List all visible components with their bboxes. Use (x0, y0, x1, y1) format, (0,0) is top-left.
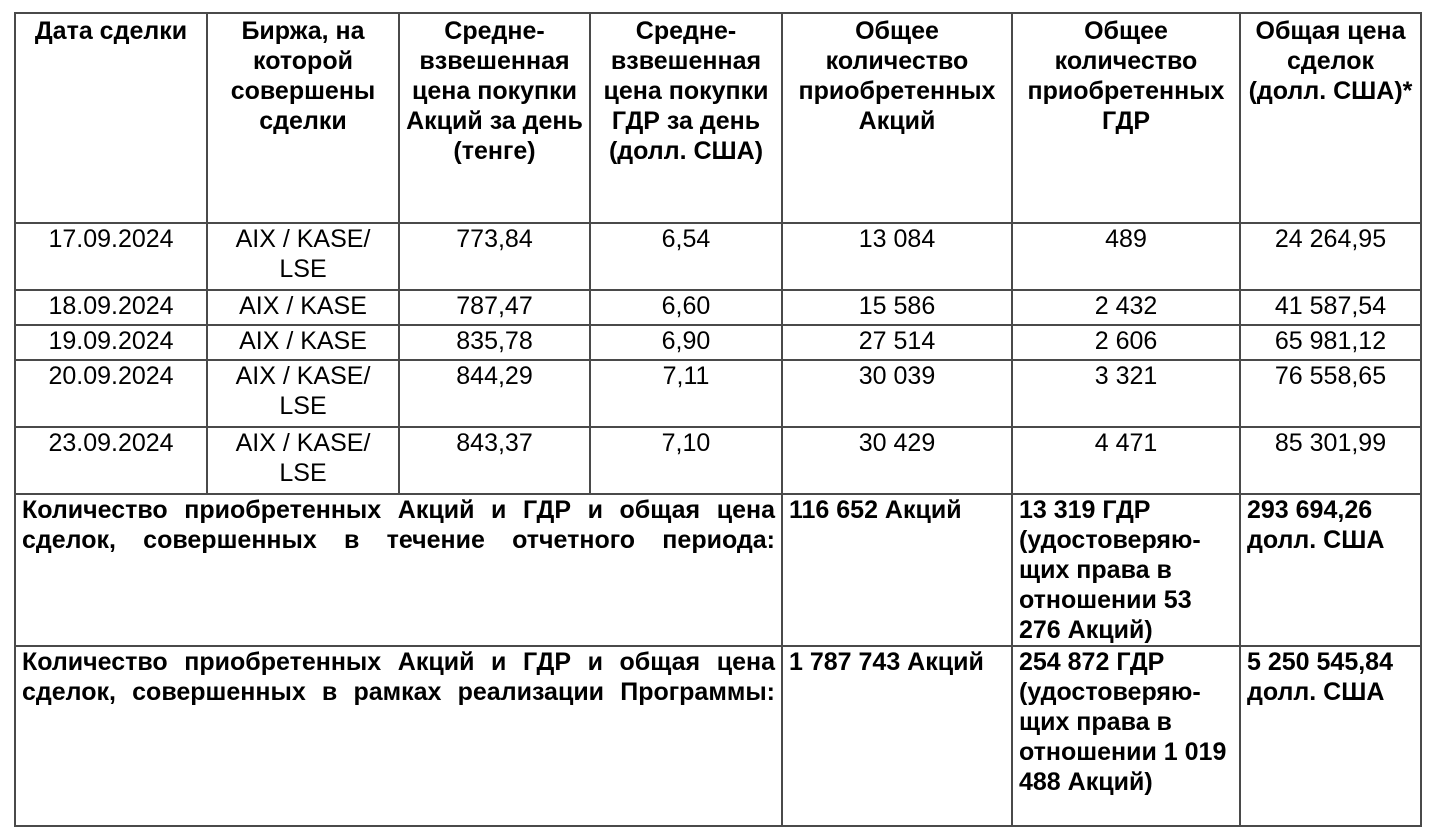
header-total-gdrs: Общее количество приобретенных ГДР (1012, 13, 1240, 223)
cell-date: 18.09.2024 (15, 290, 207, 325)
cell-gdr-price: 6,60 (590, 290, 782, 325)
cell-gdrs: 4 471 (1012, 427, 1240, 494)
cell-gdrs: 3 321 (1012, 360, 1240, 427)
program-total-shares: 1 787 743 Акций (782, 646, 1012, 826)
program-total-gdrs: 254 872 ГДР (удостоверяю-щих права в отношении 1 019 488 Акций) (1012, 646, 1240, 826)
table-row (15, 223, 1421, 290)
cell-exchange: AIX / KASE (207, 325, 399, 360)
cell-gdrs: 2 606 (1012, 325, 1240, 360)
cell-gdr-price: 7,10 (590, 427, 782, 494)
header-total-price: Общая цена сделок (долл. США)* (1240, 13, 1421, 223)
header-exchange: Биржа, на которой совершены сделки (207, 13, 399, 223)
cell-share-price: 773,84 (399, 223, 590, 290)
program-total-label (15, 646, 782, 826)
table-row (15, 290, 1421, 325)
cell-share-price: 844,29 (399, 360, 590, 427)
header-date: Дата сделки (15, 13, 207, 223)
cell-shares: 30 429 (782, 427, 1012, 494)
table-row (15, 360, 1421, 427)
cell-exchange: AIX / KASE/ LSE (207, 223, 399, 290)
header-row (15, 13, 1421, 223)
cell-total: 85 301,99 (1240, 427, 1421, 494)
cell-shares: 27 514 (782, 325, 1012, 360)
cell-total: 41 587,54 (1240, 290, 1421, 325)
cell-date: 23.09.2024 (15, 427, 207, 494)
header-gdr-price: Средне-взвешенная цена покупки ГДР за день (долл. США) (590, 13, 782, 223)
cell-exchange: AIX / KASE/ LSE (207, 427, 399, 494)
program-total-row (15, 646, 1421, 826)
table-row (15, 325, 1421, 360)
cell-gdr-price: 7,11 (590, 360, 782, 427)
cell-total: 24 264,95 (1240, 223, 1421, 290)
period-total-label (15, 494, 782, 646)
cell-share-price: 843,37 (399, 427, 590, 494)
cell-shares: 13 084 (782, 223, 1012, 290)
period-total-row (15, 494, 1421, 646)
cell-date: 20.09.2024 (15, 360, 207, 427)
period-total-label-text: Количество приобретенных Акций и ГДР и общая цена сделок, совершенных в течение отчетного периода: (22, 496, 775, 554)
cell-date: 17.09.2024 (15, 223, 207, 290)
cell-total: 76 558,65 (1240, 360, 1421, 427)
cell-gdrs: 489 (1012, 223, 1240, 290)
share-buyback-table (14, 12, 1422, 827)
program-total-price: 5 250 545,84 долл. США (1240, 646, 1421, 826)
cell-date: 19.09.2024 (15, 325, 207, 360)
cell-share-price: 835,78 (399, 325, 590, 360)
header-share-price: Средне-взвешенная цена покупки Акций за день (тенге) (399, 13, 590, 223)
program-total-label-text: Количество приобретенных Акций и ГДР и общая цена сделок, совершенных в рамках реализации Программы: (22, 648, 775, 706)
cell-exchange: AIX / KASE/ LSE (207, 360, 399, 427)
cell-shares: 30 039 (782, 360, 1012, 427)
period-total-price: 293 694,26 долл. США (1240, 494, 1421, 646)
cell-gdr-price: 6,54 (590, 223, 782, 290)
cell-gdrs: 2 432 (1012, 290, 1240, 325)
cell-share-price: 787,47 (399, 290, 590, 325)
header-total-shares: Общее количество приобретенных Акций (782, 13, 1012, 223)
cell-gdr-price: 6,90 (590, 325, 782, 360)
cell-shares: 15 586 (782, 290, 1012, 325)
period-total-gdrs: 13 319 ГДР (удостоверяю-щих права в отношении 53 276 Акций) (1012, 494, 1240, 646)
period-total-shares: 116 652 Акций (782, 494, 1012, 646)
table-row (15, 427, 1421, 494)
cell-exchange: AIX / KASE (207, 290, 399, 325)
cell-total: 65 981,12 (1240, 325, 1421, 360)
